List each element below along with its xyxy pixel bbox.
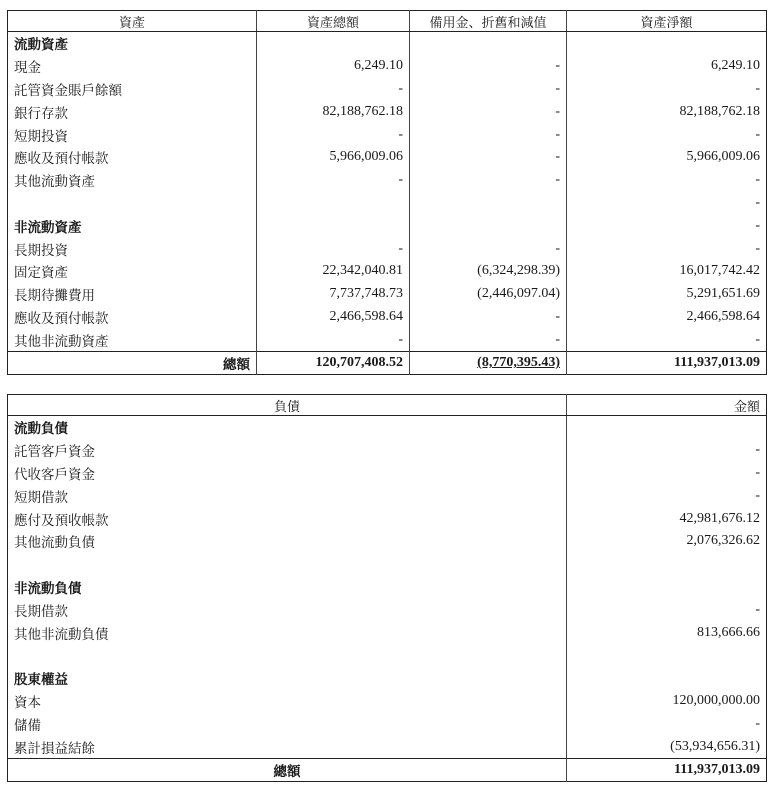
- table-row: [8, 328, 767, 351]
- amount: [567, 576, 767, 599]
- table-row: [8, 237, 767, 260]
- table-row: [8, 146, 767, 169]
- amount: 120,000,000.00: [567, 690, 767, 713]
- table-row: [8, 169, 767, 192]
- amount: -: [567, 462, 767, 485]
- row-label: 託管客戶資金: [14, 444, 95, 461]
- gross-amount: 5,966,009.06: [257, 146, 410, 169]
- row-label: [8, 192, 257, 215]
- adjustment-amount: -: [410, 328, 567, 351]
- amount: -: [567, 598, 767, 621]
- table-row: [8, 621, 767, 644]
- net-amount: 16,017,742.42: [567, 260, 767, 283]
- assets-table: [7, 10, 767, 375]
- row-label: [8, 644, 567, 667]
- gross-amount: [257, 214, 410, 237]
- amount: [567, 667, 767, 690]
- amount: (53,934,656.31): [567, 735, 767, 758]
- adjustment-amount: -: [410, 237, 567, 260]
- row-label: 現金: [14, 60, 41, 77]
- amount: [567, 644, 767, 667]
- row-label: 託管資金賬戶餘額: [14, 82, 122, 99]
- amount: -: [567, 439, 767, 462]
- gross-amount: -: [257, 169, 410, 192]
- table-row: [8, 530, 767, 553]
- gross-amount: 82,188,762.18: [257, 100, 410, 123]
- assets-total-gross: 120,707,408.52: [257, 352, 410, 375]
- liabilities-header-amount: 金額: [567, 395, 767, 416]
- amount: -: [567, 484, 767, 507]
- net-amount: 2,466,598.64: [567, 306, 767, 329]
- amount: [567, 553, 767, 576]
- net-amount: 5,966,009.06: [567, 146, 767, 169]
- gross-amount: 2,466,598.64: [257, 306, 410, 329]
- adjustment-amount: (6,324,298.39): [410, 260, 567, 283]
- row-label: 銀行存款: [14, 105, 68, 122]
- table-row: [8, 283, 767, 306]
- adjustment-amount: -: [410, 100, 567, 123]
- gross-amount: [257, 32, 410, 55]
- gross-amount: 7,737,748.73: [257, 283, 410, 306]
- assets-header-gross: 資產總額: [257, 11, 410, 32]
- adjustment-amount: [410, 32, 567, 55]
- table-row: [8, 644, 767, 667]
- row-label: 其他流動負債: [14, 535, 95, 552]
- amount: -: [567, 712, 767, 735]
- row-label: 長期投資: [14, 242, 68, 259]
- gross-amount: [257, 192, 410, 215]
- adjustment-amount: -: [410, 78, 567, 101]
- assets-total-adjustment: (8,770,395.43): [410, 352, 567, 375]
- row-label: 固定資產: [14, 265, 68, 282]
- net-amount: -: [567, 192, 767, 215]
- assets-total-net: 111,937,013.09: [567, 352, 767, 375]
- gross-amount: 6,249.10: [257, 55, 410, 78]
- table-row: [8, 55, 767, 78]
- liabilities-total-row: [8, 758, 767, 781]
- adjustment-amount: -: [410, 123, 567, 146]
- row-label: 長期借款: [14, 603, 68, 620]
- assets-header-item: 資產: [8, 11, 257, 32]
- gross-amount: -: [257, 328, 410, 351]
- table-row: [8, 690, 767, 713]
- table-row: [8, 667, 767, 690]
- net-amount: -: [567, 214, 767, 237]
- net-amount: 6,249.10: [567, 55, 767, 78]
- gross-amount: -: [257, 237, 410, 260]
- row-label: 應付及預收帳款: [14, 512, 109, 529]
- adjustment-amount: [410, 214, 567, 237]
- table-row: [8, 123, 767, 146]
- net-amount: -: [567, 78, 767, 101]
- row-label: 非流動負債: [14, 580, 82, 597]
- row-label: 其他流動資產: [14, 174, 95, 191]
- row-label: 短期借款: [14, 489, 68, 506]
- adjustment-amount: -: [410, 146, 567, 169]
- liabilities-header-row: [8, 395, 767, 416]
- adjustment-amount: -: [410, 169, 567, 192]
- table-row: [8, 576, 767, 599]
- liabilities-total-amount: 111,937,013.09: [567, 758, 767, 781]
- row-label: 代收客戶資金: [14, 466, 95, 483]
- row-label: 流動資產: [14, 37, 68, 54]
- net-amount: 82,188,762.18: [567, 100, 767, 123]
- liabilities-table: [7, 394, 767, 782]
- row-label: 長期待攤費用: [14, 288, 95, 305]
- row-label: 其他非流動資產: [14, 333, 109, 350]
- net-amount: -: [567, 237, 767, 260]
- adjustment-amount: -: [410, 306, 567, 329]
- assets-total-row: [8, 352, 767, 375]
- row-label: 應收及預付帳款: [14, 151, 109, 168]
- table-row: [8, 462, 767, 485]
- row-label: 短期投資: [14, 128, 68, 145]
- net-amount: 5,291,651.69: [567, 283, 767, 306]
- table-row: [8, 260, 767, 283]
- table-row: [8, 100, 767, 123]
- table-row: [8, 214, 767, 237]
- amount: 2,076,326.62: [567, 530, 767, 553]
- table-row: [8, 306, 767, 329]
- row-label: 應收及預付帳款: [14, 310, 109, 327]
- assets-header-row: [8, 11, 767, 32]
- amount: [567, 416, 767, 439]
- row-label: 流動負債: [14, 421, 68, 438]
- table-row: [8, 32, 767, 55]
- adjustment-amount: (2,446,097.04): [410, 283, 567, 306]
- net-amount: -: [567, 123, 767, 146]
- assets-total-label: 總額: [8, 352, 257, 375]
- net-amount: -: [567, 169, 767, 192]
- adjustment-amount: [410, 192, 567, 215]
- gross-amount: -: [257, 78, 410, 101]
- amount: 42,981,676.12: [567, 507, 767, 530]
- table-row: [8, 192, 767, 215]
- amount: 813,666.66: [567, 621, 767, 644]
- row-label: 股東權益: [14, 672, 68, 689]
- row-label: 累計損益結餘: [14, 740, 95, 757]
- table-row: [8, 78, 767, 101]
- row-label: 其他非流動負債: [14, 626, 109, 643]
- row-label: 資本: [14, 694, 41, 711]
- gross-amount: -: [257, 123, 410, 146]
- table-row: [8, 553, 767, 576]
- gross-amount: 22,342,040.81: [257, 260, 410, 283]
- liabilities-total-label: 總額: [8, 758, 567, 781]
- row-label: 非流動資產: [14, 219, 82, 236]
- table-row: [8, 439, 767, 462]
- assets-header-net: 資產淨額: [567, 11, 767, 32]
- row-label: [8, 553, 567, 576]
- table-row: [8, 712, 767, 735]
- table-row: [8, 735, 767, 758]
- table-row: [8, 484, 767, 507]
- assets-header-adjustment: 備用金、折舊和減值: [410, 11, 567, 32]
- net-amount: [567, 32, 767, 55]
- net-amount: -: [567, 328, 767, 351]
- adjustment-amount: -: [410, 55, 567, 78]
- table-row: [8, 507, 767, 530]
- row-label: 儲備: [14, 717, 41, 734]
- table-row: [8, 416, 767, 439]
- liabilities-header-item: 負債: [8, 395, 567, 416]
- table-row: [8, 598, 767, 621]
